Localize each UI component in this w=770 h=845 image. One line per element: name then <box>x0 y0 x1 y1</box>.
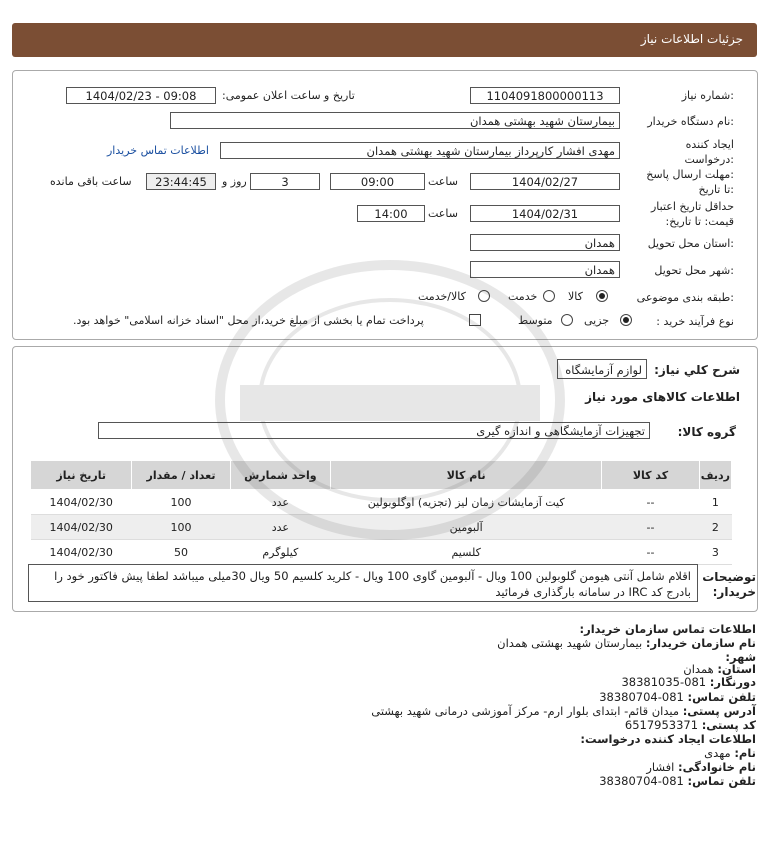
category-service-label: خدمت <box>508 290 538 303</box>
validity-date-field: 1404/02/31 <box>470 205 620 222</box>
days-label: روز و <box>222 175 247 188</box>
category-service-radio[interactable] <box>543 290 555 302</box>
item-name: کلسیم <box>331 540 602 565</box>
col-header-unit: واحد شمارش <box>230 461 331 490</box>
contact-fax: دورنگار: 081-38381035 <box>621 675 756 689</box>
process-medium-label: متوسط <box>518 314 553 327</box>
item-name: کیت آزمایشات زمان لیز (تجزیه) اوگلوبولین <box>331 490 602 515</box>
contact-org: نام سازمان خریدار: بیمارستان شهید بهشتی همدان <box>497 636 756 650</box>
item-unit: عدد <box>230 515 331 540</box>
notes-label-1: توضیحات <box>702 570 756 584</box>
contact-province: استان: همدان <box>683 662 756 676</box>
col-header-name: نام کالا <box>331 461 602 490</box>
city-label: شهر محل تحویل: <box>654 264 734 277</box>
process-partial-radio[interactable] <box>620 314 632 326</box>
contact-city: شهر: <box>725 650 756 664</box>
item-qty: 100 <box>132 515 230 540</box>
creator-label-1: ایجاد کننده <box>685 138 734 151</box>
creator-phone: تلفن تماس: 081-38380704 <box>599 774 756 788</box>
province-field: همدان <box>470 234 620 251</box>
reply-deadline-label-1: مهلت ارسال پاسخ: <box>646 168 734 181</box>
contact-phone: تلفن تماس: 081-38380704 <box>599 690 756 704</box>
buyer-field: بیمارستان شهید بهشتی همدان <box>170 112 620 129</box>
contact-postal: کد پستی: 6517953371 <box>624 718 756 732</box>
items-table <box>30 460 732 565</box>
row-index: 3 <box>699 540 731 565</box>
category-both-radio[interactable] <box>478 290 490 302</box>
page-header <box>12 23 757 57</box>
validity-label-2: قیمت: تا تاریخ: <box>665 215 734 228</box>
announce-field: 1404/02/23 - 09:08 <box>66 87 216 104</box>
reply-time-label: ساعت <box>428 175 458 188</box>
col-header-date: تاریخ نیاز <box>31 461 132 490</box>
item-code: -- <box>602 490 700 515</box>
item-name: آلبومین <box>331 515 602 540</box>
row-index: 1 <box>699 490 731 515</box>
buyer-notes: اقلام شامل آنتی هیومن گلوبولین 100 ویال - آلبومین گاوی 100 ویال - کلرید کلسیم 50 ویال 30میلی میباشد لطفا پیش فاکتور خود را بادرج کد IRC در سامانه بارگذاری فرمائید <box>28 564 698 602</box>
days-field: 3 <box>250 173 320 190</box>
group-field: تجهیزات آزمایشگاهی و اندازه گیری <box>98 422 650 439</box>
category-both-label: کالا/خدمت <box>418 290 466 303</box>
col-header-qty: تعداد / مقدار <box>132 461 230 490</box>
items-table-header <box>31 461 732 490</box>
reply-deadline-label-2: تا تاریخ: <box>698 183 734 196</box>
category-label: طبقه بندی موضوعی: <box>636 291 734 304</box>
items-title: اطلاعات کالاهای مورد نیاز <box>585 390 740 404</box>
group-label: گروه کالا: <box>677 425 736 439</box>
creator-label-2: درخواست: <box>684 153 734 166</box>
remaining-label: ساعت باقی مانده <box>50 175 132 188</box>
col-header-row: ردیف <box>699 461 731 490</box>
table-row <box>31 515 732 540</box>
validity-time-label: ساعت <box>428 207 458 220</box>
item-date: 1404/02/30 <box>31 515 132 540</box>
province-label: استان محل تحویل: <box>647 237 734 250</box>
table-row <box>31 540 732 565</box>
creator-field: مهدی افشار کارپرداز بیمارستان شهید بهشتی همدان <box>220 142 620 159</box>
item-qty: 50 <box>132 540 230 565</box>
treasury-payment-note: پرداخت تمام یا بخشی از مبلغ خرید،از محل "اسناد خزانه اسلامی" خواهد بود. <box>73 314 424 327</box>
process-partial-label: جزیی <box>584 314 610 327</box>
item-date: 1404/02/30 <box>31 490 132 515</box>
need-no-label: شماره نیاز: <box>681 89 734 102</box>
category-goods-label: کالا <box>568 290 583 303</box>
validity-time-field: 14:00 <box>357 205 425 222</box>
announce-label: تاریخ و ساعت اعلان عمومی: <box>222 89 355 102</box>
item-code: -- <box>602 540 700 565</box>
contact-address: آدرس پستی: میدان قائم- ابتدای بلوار ارم- مرکز آموزشی درمانی شهید بهشتی <box>371 704 756 718</box>
buyer-label: نام دستگاه خریدار: <box>647 115 734 128</box>
row-index: 2 <box>699 515 731 540</box>
city-field: همدان <box>470 261 620 278</box>
item-code: -- <box>602 515 700 540</box>
reply-date-field: 1404/02/27 <box>470 173 620 190</box>
summary-field: لوازم آزمایشگاه <box>557 359 647 379</box>
item-qty: 100 <box>132 490 230 515</box>
notes-label-2: خریدار: <box>712 585 756 599</box>
category-goods-radio[interactable] <box>596 290 608 302</box>
page-title: جزئیات اطلاعات نیاز <box>640 32 743 46</box>
creator-title: اطلاعات ایجاد کننده درخواست: <box>580 732 756 746</box>
item-date: 1404/02/30 <box>31 540 132 565</box>
treasury-payment-checkbox[interactable] <box>469 314 481 326</box>
item-unit: کیلوگرم <box>230 540 331 565</box>
process-label: نوع فرآیند خرید : <box>656 315 734 328</box>
creator-family: نام خانوادگی: افشار <box>646 760 756 774</box>
process-medium-radio[interactable] <box>561 314 573 326</box>
item-unit: عدد <box>230 490 331 515</box>
col-header-code: کد کالا <box>602 461 700 490</box>
reply-time-field: 09:00 <box>330 173 425 190</box>
summary-label: شرح کلي نياز: <box>654 363 740 377</box>
contact-title: اطلاعات تماس سازمان خریدار: <box>579 622 756 636</box>
buyer-contact-link[interactable]: اطلاعات تماس خریدار <box>107 144 209 157</box>
remaining-time-field: 23:44:45 <box>146 173 216 190</box>
validity-label-1: حداقل تاریخ اعتبار <box>650 200 734 213</box>
table-row <box>31 490 732 515</box>
creator-name: نام: مهدی <box>704 746 756 760</box>
need-no-field: 1104091800000113 <box>470 87 620 104</box>
